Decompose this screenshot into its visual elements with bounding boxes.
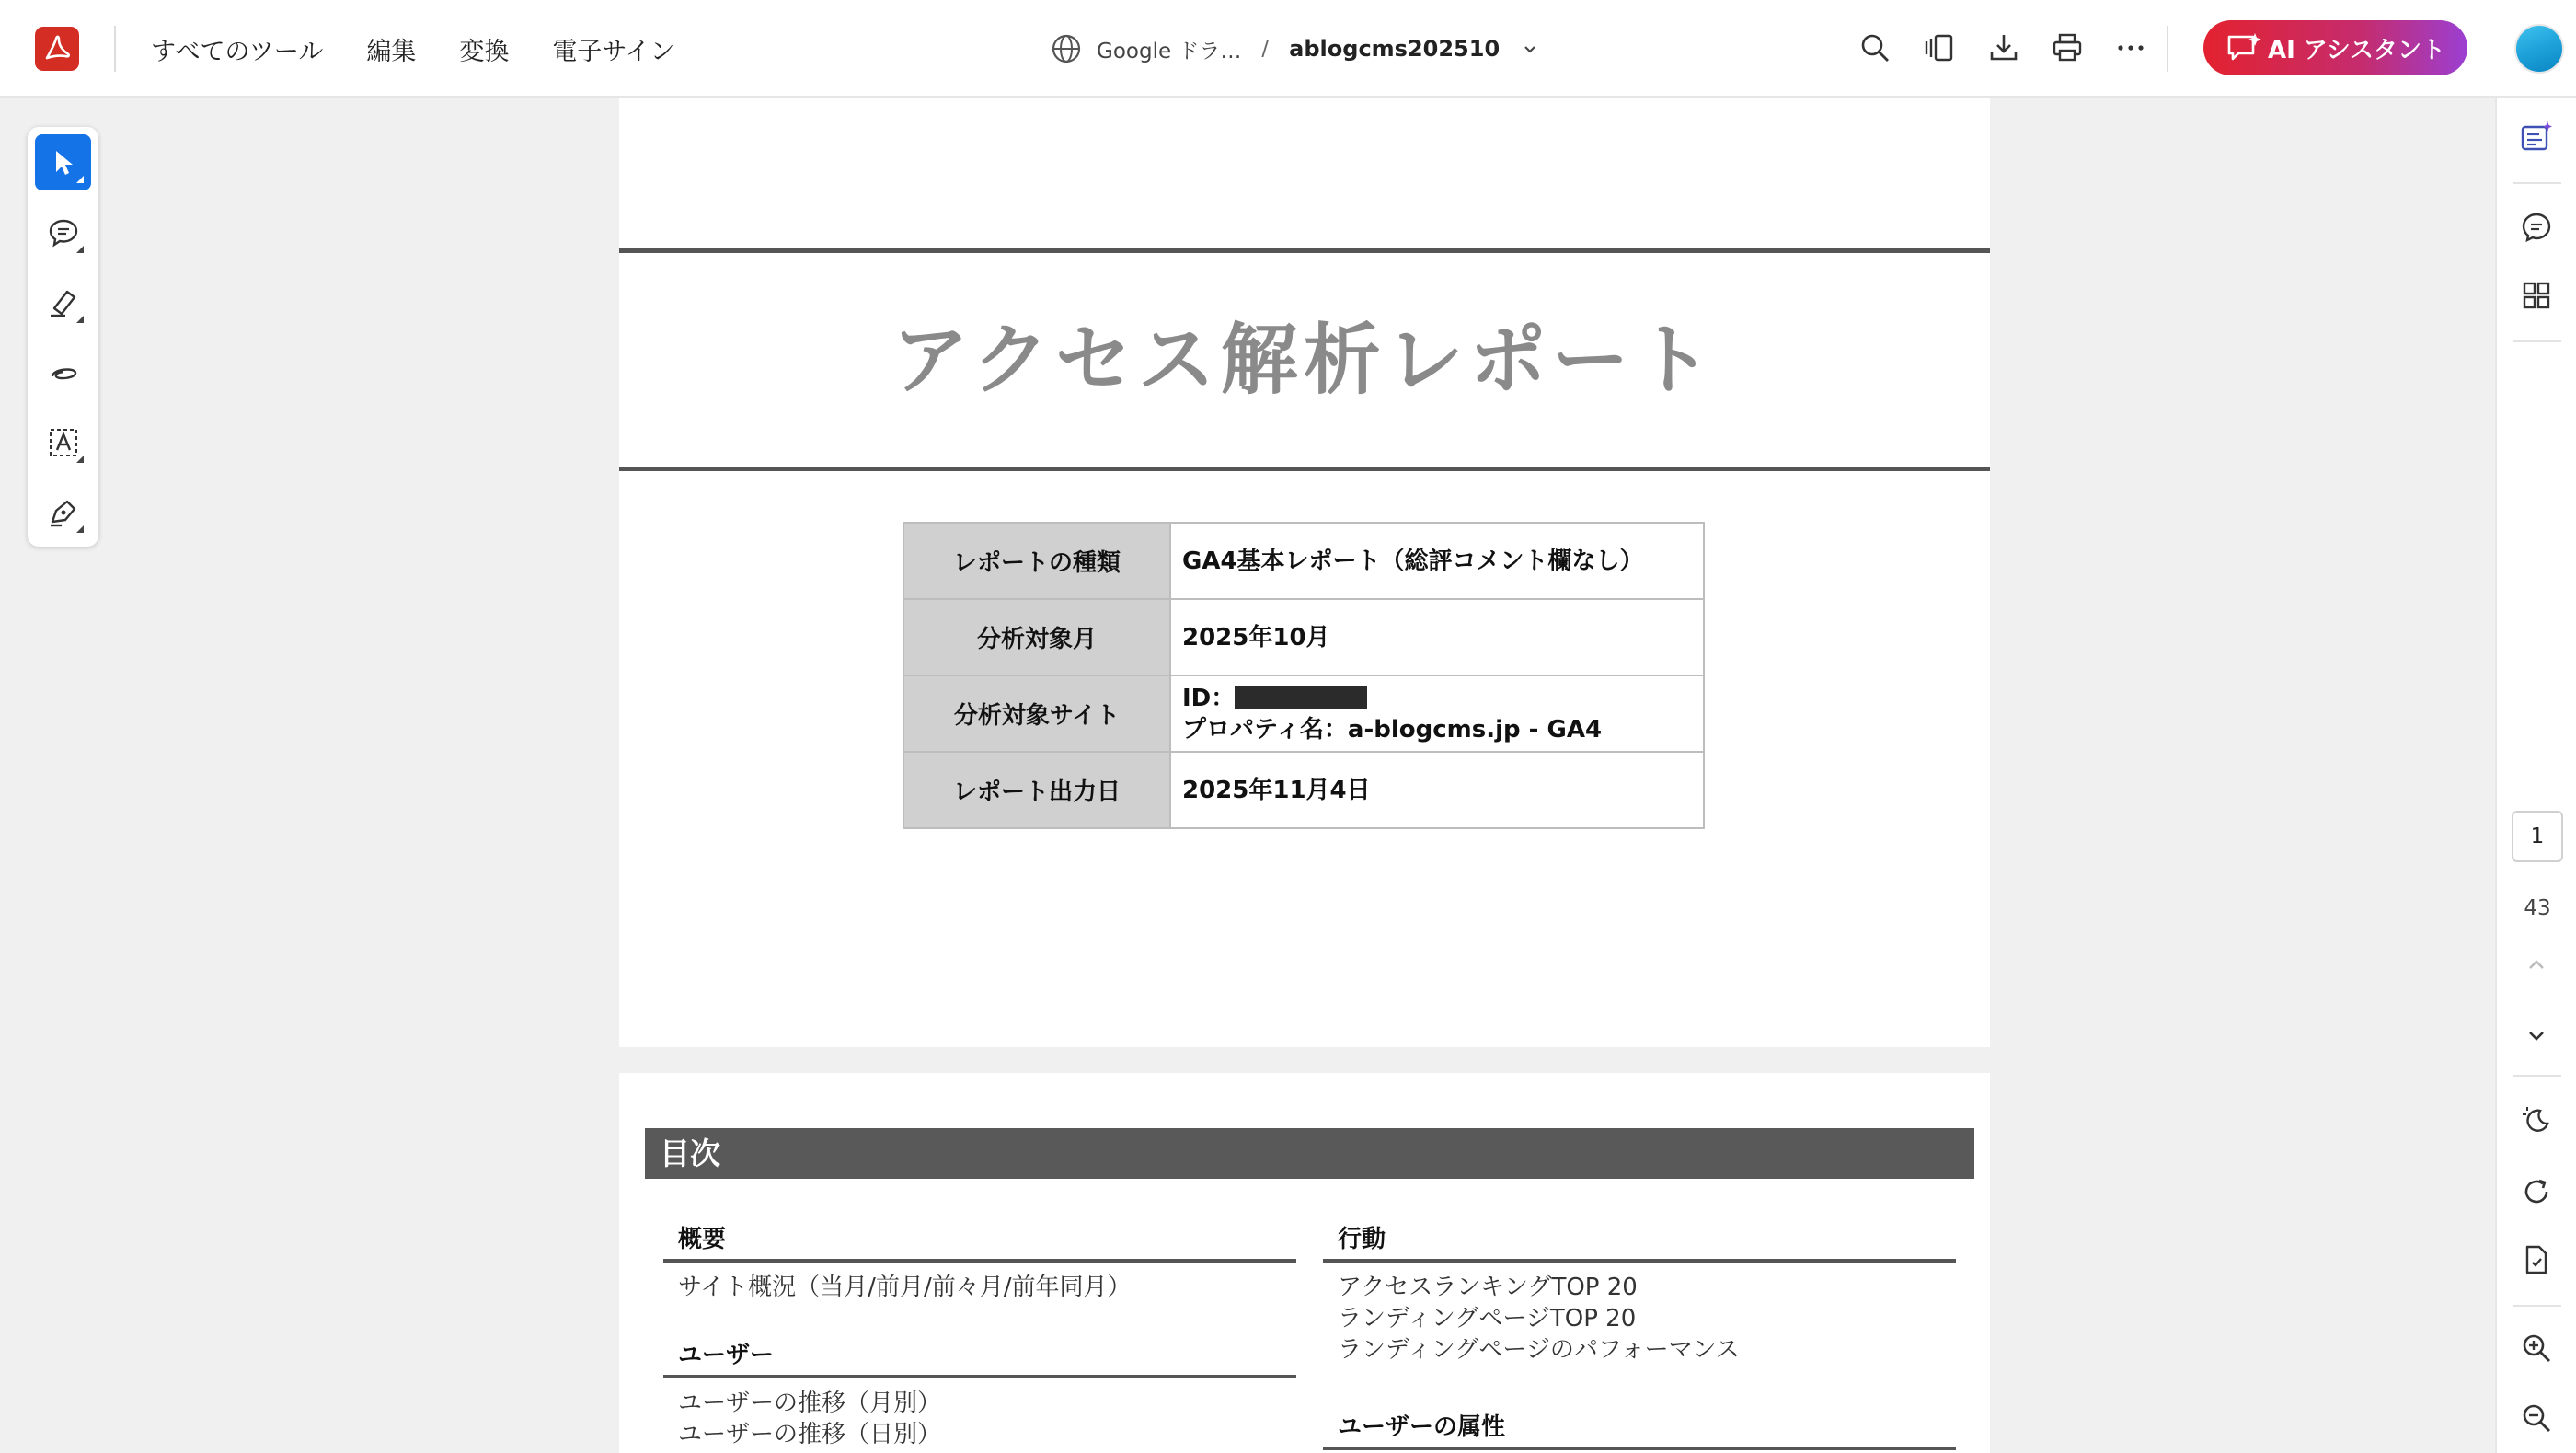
- breadcrumb-location[interactable]: Google ドラ…: [1097, 39, 1242, 63]
- toc-item[interactable]: アクセスランキングTOP 20: [1338, 1274, 1638, 1301]
- comments-icon[interactable]: [2517, 208, 2556, 247]
- menu-all-tools[interactable]: すべてのツール: [151, 37, 324, 66]
- zoom-out-icon[interactable]: [2517, 1399, 2556, 1437]
- breadcrumb: [1051, 0, 1540, 98]
- breadcrumb-separator: /: [1261, 37, 1270, 61]
- sign-icon: [47, 496, 80, 529]
- toolbar-divider: [114, 26, 116, 72]
- redacted-id: [1235, 686, 1367, 709]
- menu-e-sign[interactable]: 電子サイン: [552, 37, 675, 66]
- toc-section-title: ユーザーの属性: [1323, 1408, 1956, 1450]
- toc-item[interactable]: ランディングページTOP 20: [1338, 1305, 1637, 1332]
- text-select-icon: [47, 426, 80, 459]
- toc-column-right: [1323, 1220, 1956, 1450]
- toc-heading: 目次: [645, 1128, 1974, 1179]
- target-month-value: 2025年10月: [1170, 599, 1704, 675]
- file-info-icon[interactable]: [2517, 1240, 2556, 1279]
- target-month-label: 分析対象月: [903, 599, 1170, 675]
- highlight-icon: [47, 286, 80, 319]
- ai-assistant-label: AI アシスタント: [2267, 36, 2446, 64]
- output-date-label: レポート出力日: [903, 752, 1170, 828]
- report-info-table: [903, 522, 1705, 829]
- comment-tool[interactable]: [35, 204, 91, 260]
- target-site-value: [1170, 675, 1704, 752]
- pages-icon[interactable]: [1920, 29, 1959, 67]
- refresh-icon[interactable]: [2517, 1172, 2556, 1211]
- report-type-label: レポートの種類: [903, 523, 1170, 599]
- draw-icon: [47, 356, 80, 389]
- document-page-2: [619, 1073, 1990, 1453]
- table-row: [903, 675, 1704, 752]
- toc-column-left: [663, 1220, 1296, 1450]
- globe-icon: [1051, 33, 1082, 64]
- tool-palette: [28, 127, 98, 547]
- acrobat-logo-icon[interactable]: [35, 27, 79, 71]
- document-title: アクセス解析レポート: [891, 315, 1718, 405]
- site-id-label: ID：: [1182, 684, 1236, 712]
- table-row: [903, 599, 1704, 675]
- current-page-input[interactable]: 1: [2512, 811, 2563, 862]
- right-rail: [2495, 98, 2576, 1453]
- user-avatar[interactable]: [2514, 24, 2564, 74]
- rail-divider: [2513, 182, 2561, 184]
- zoom-in-icon[interactable]: [2517, 1329, 2556, 1367]
- title-top-rule: [619, 248, 1990, 253]
- output-date-value: 2025年11月4日: [1170, 752, 1704, 828]
- select-icon: [48, 147, 79, 179]
- main-menu: [151, 0, 719, 98]
- chevron-down-icon[interactable]: [1520, 39, 1540, 59]
- thumbnails-icon[interactable]: [2517, 276, 2556, 315]
- rail-divider: [2513, 1305, 2561, 1307]
- toc-item[interactable]: サイト概況（当月/前月/前々月/前年同月）: [678, 1274, 1132, 1301]
- top-toolbar: [0, 0, 2576, 98]
- toolbar-divider: [2167, 26, 2168, 72]
- dark-mode-icon[interactable]: [2517, 1101, 2556, 1139]
- table-row: [903, 523, 1704, 599]
- table-row: [903, 752, 1704, 828]
- chevron-up-icon[interactable]: [2517, 946, 2556, 985]
- ai-summary-icon[interactable]: [2517, 118, 2556, 156]
- file-name[interactable]: ablogcms202510: [1289, 36, 1501, 62]
- toc-section-title: 概要: [663, 1220, 1296, 1263]
- ai-chat-icon: [2225, 31, 2262, 64]
- menu-edit[interactable]: 編集: [366, 37, 417, 66]
- comment-icon: [47, 216, 80, 249]
- document-page-1: [619, 98, 1990, 1047]
- title-bottom-rule: [619, 467, 1990, 471]
- total-pages: 43: [2524, 896, 2551, 920]
- text-select-tool[interactable]: [35, 414, 91, 470]
- report-type-value: GA4基本レポート（総評コメント欄なし）: [1170, 523, 1704, 599]
- print-icon[interactable]: [2048, 29, 2087, 67]
- target-site-label: 分析対象サイト: [903, 675, 1170, 752]
- more-icon[interactable]: [2111, 29, 2150, 67]
- toc-item[interactable]: ユーザーの推移（月別）: [678, 1390, 942, 1417]
- search-icon[interactable]: [1856, 29, 1894, 67]
- toc-section-title: ユーザー: [663, 1336, 1296, 1378]
- rail-divider: [2513, 1075, 2561, 1077]
- toc-section-title: 行動: [1323, 1220, 1956, 1263]
- highlight-tool[interactable]: [35, 274, 91, 330]
- select-tool[interactable]: [35, 134, 91, 190]
- menu-convert[interactable]: 変換: [459, 37, 510, 66]
- chevron-down-icon[interactable]: [2517, 1016, 2556, 1055]
- draw-tool[interactable]: [35, 344, 91, 400]
- ai-assistant-button[interactable]: [2203, 20, 2467, 75]
- sign-tool[interactable]: [35, 484, 91, 540]
- toc-item[interactable]: ランディングページのパフォーマンス: [1338, 1336, 1740, 1364]
- toc-item[interactable]: ユーザーの推移（日別）: [678, 1421, 942, 1448]
- rail-divider: [2513, 340, 2561, 342]
- download-icon[interactable]: [1984, 29, 2023, 67]
- site-property: プロパティ名：a-blogcms.jp - GA4: [1182, 715, 1603, 744]
